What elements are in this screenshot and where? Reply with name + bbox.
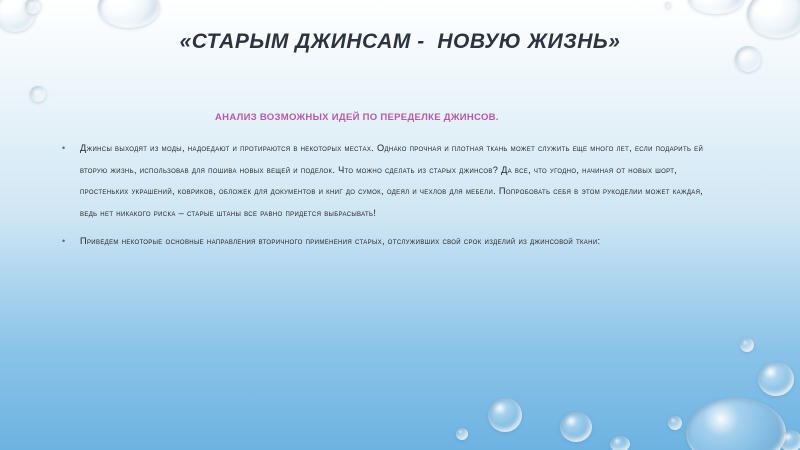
slide-title: «СТАРЫМ ДЖИНСАМ - НОВУЮ ЖИЗНЬ» [179,30,621,53]
paragraph-text: Джинсы выходят из моды, надоедают и протираются в некоторых местах. Однако прочная и плотная ткань может служить еще много лет, если подарить ей вторую жизнь, использовав для пошива новых вещей и поделок. Что можно сделать из старых джинсов? Да все, что угодно, начиная от новых шорт, простеньких украшений, ковриков, обложек для документов и книг до сумок, одеял и чехлов для мебели. Попробовать себя в этом рукоделии может каждая, ведь нет никакого риска – старые штаны все равно придется выбрасывать! [80,143,704,218]
bullet-icon: • [62,236,66,246]
water-drop-decoration [665,2,671,8]
water-drop-decoration [560,412,592,442]
water-drop-decoration [740,338,754,352]
water-drop-decoration [98,0,160,28]
water-drop-decoration [686,398,786,450]
bullet-paragraph [62,138,722,224]
water-drop-decoration [30,86,46,102]
water-drop-decoration [747,0,800,38]
paragraph-text: Приведем некоторые основные направления вторичного применения старых, отслуживших свой срок изделий из джинсовой ткани: [80,236,601,246]
bullet-paragraph [62,231,722,253]
water-drop-decoration [610,436,630,450]
water-drop-decoration [488,398,522,432]
slide-body [62,138,722,260]
water-drop-decoration [25,0,41,14]
slide-subtitle: АНАЛИЗ ВОЗМОЖНЫХ ИДЕЙ ПО ПЕРЕДЕЛКЕ ДЖИНСОВ. [215,112,499,123]
water-drop-decoration [668,416,682,430]
water-drop-decoration [688,0,744,14]
water-drop-decoration [758,362,794,396]
water-drop-decoration [780,430,800,450]
bullet-icon: • [62,143,66,153]
water-drop-decoration [456,428,468,440]
water-drop-decoration [735,46,761,72]
